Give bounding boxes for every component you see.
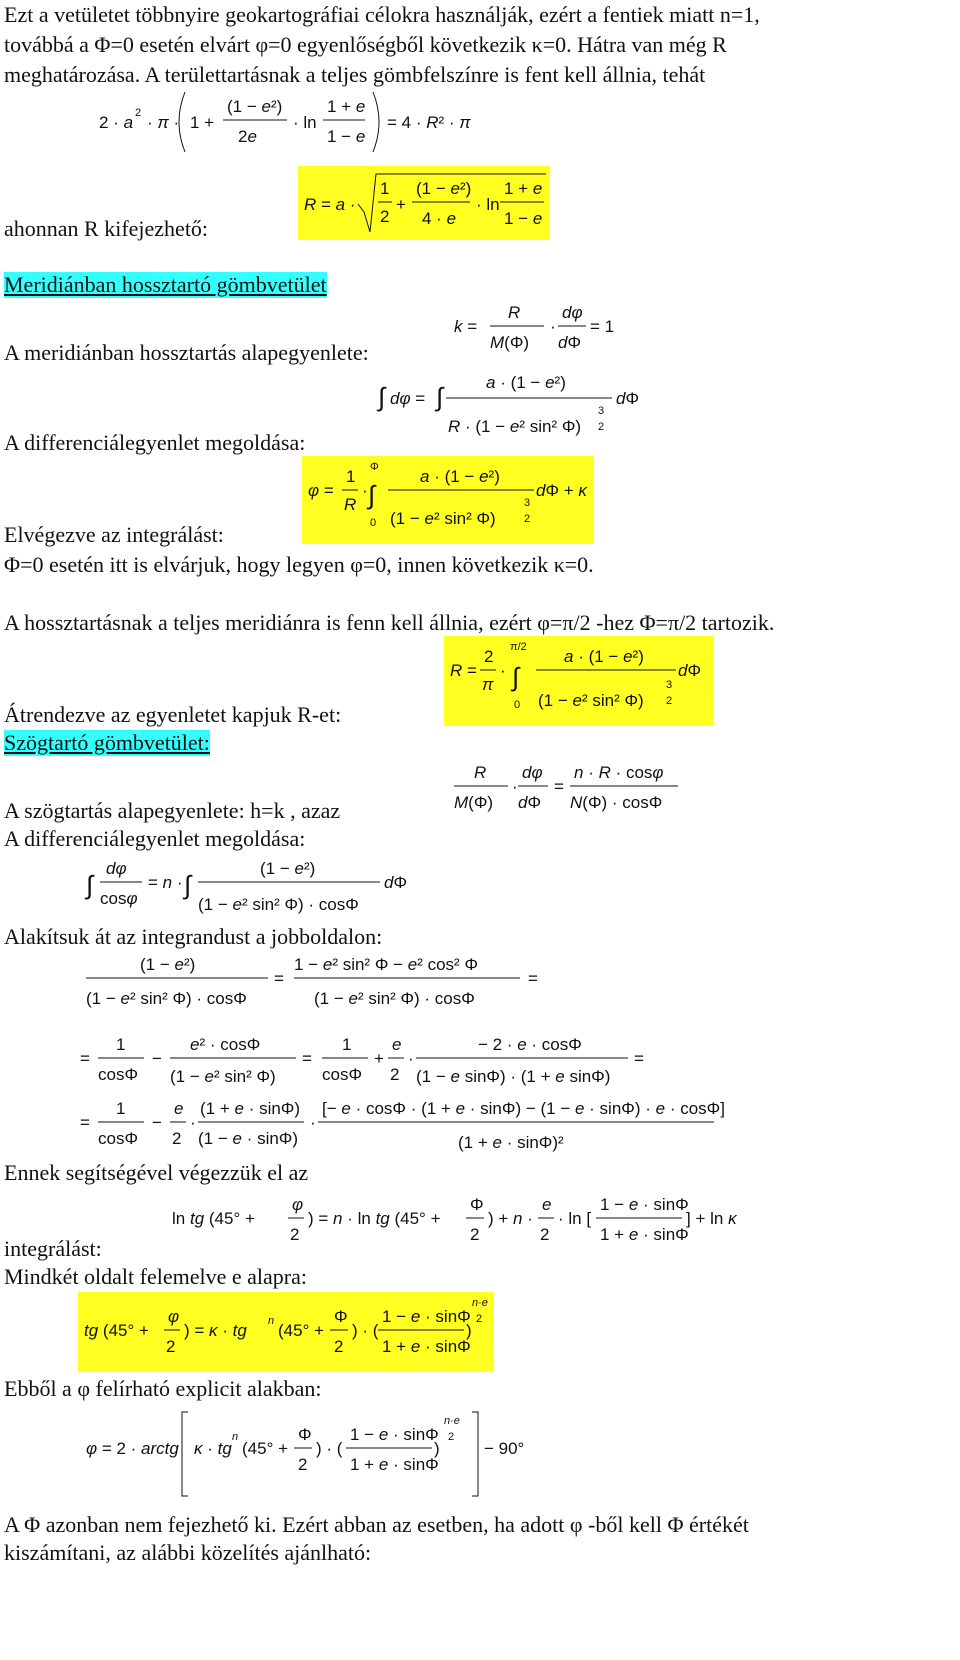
svg-text:2: 2 — [334, 1337, 344, 1356]
svg-text:·: · — [550, 317, 556, 336]
svg-text:): ) — [434, 1439, 440, 1458]
area-equation — [95, 88, 475, 156]
svg-text:R: R — [344, 495, 357, 514]
svg-text:2: 2 — [666, 695, 673, 707]
svg-text:R =: R = — [450, 661, 477, 680]
svg-text:(45° +: (45° + — [278, 1321, 325, 1340]
svg-text:2: 2 — [476, 1313, 483, 1325]
svg-text:Φ: Φ — [370, 461, 379, 473]
svg-text:+: + — [374, 1049, 384, 1068]
svg-text:(1 − e² sin² Φ): (1 − e² sin² Φ) — [538, 691, 644, 710]
svg-text:=: = — [302, 1049, 312, 1068]
svg-text:Φ: Φ — [334, 1307, 348, 1326]
svg-text:·: · — [190, 1113, 196, 1132]
svg-text:φ: φ — [168, 1307, 180, 1326]
svg-text:(1 − e²): (1 − e²) — [140, 955, 196, 974]
svg-text:·: · — [310, 1113, 316, 1132]
svg-text:1: 1 — [342, 1035, 352, 1054]
svg-text:tg (45° +: tg (45° + — [84, 1321, 149, 1340]
svg-text:·: · — [362, 481, 368, 500]
svg-text:2: 2 — [298, 1455, 308, 1474]
svg-text:=: = — [274, 969, 284, 988]
svg-text:dΦ: dΦ — [678, 661, 702, 680]
svg-text:= 4 · R² · π: = 4 · R² · π — [387, 113, 471, 132]
svg-text:(1 + e · sinΦ): (1 + e · sinΦ) — [200, 1099, 301, 1118]
conformal-help-label-1: Ennek segítségével végezzük el az — [4, 1160, 309, 1185]
meridian-phi0-line: Φ=0 esetén itt is elvárjuk, hogy legyen φ=0, innen következik κ=0. — [4, 552, 594, 577]
svg-text:−: − — [152, 1049, 162, 1068]
svg-text:2 · a: 2 · a — [99, 113, 134, 132]
svg-text:0: 0 — [514, 699, 521, 711]
svg-text:∫: ∫ — [436, 382, 444, 412]
svg-text:−: − — [152, 1113, 162, 1132]
svg-text:2e: 2e — [238, 127, 257, 146]
svg-text:N(Φ) · cosΦ: N(Φ) · cosΦ — [570, 793, 663, 812]
conformal-basic-equation — [452, 760, 682, 818]
svg-text:1 + e: 1 + e — [327, 97, 366, 116]
conformal-explicit-equation — [84, 1404, 554, 1504]
integrand-transform-line-3 — [78, 1092, 725, 1158]
meridian-full-line: A hossztartásnak a teljes meridiánra is fenn kell állnia, ezért φ=π/2 -hez Φ=π/2 tartozik. — [4, 610, 775, 635]
svg-text:ln tg (45° +: ln tg (45° + — [172, 1209, 255, 1228]
svg-text:2: 2 — [524, 513, 531, 525]
svg-text:cosΦ: cosΦ — [98, 1129, 139, 1148]
svg-text:+: + — [396, 195, 406, 214]
svg-text:∫: ∫ — [184, 870, 192, 900]
svg-text:dΦ: dΦ — [616, 389, 640, 408]
svg-text:R · (1 − e² sin² Φ): R · (1 − e² sin² Φ) — [448, 417, 582, 436]
svg-text:dΦ + κ: dΦ + κ — [536, 481, 587, 500]
svg-text:) · (: ) · ( — [352, 1321, 379, 1340]
intro-line-2: továbbá a Φ=0 esetén elvárt φ=0 egyenlőségből következik κ=0. Hátra van még R — [4, 32, 727, 57]
svg-text:2: 2 — [598, 421, 605, 433]
svg-text:dφ: dφ — [106, 859, 127, 878]
integrand-transform-line-2 — [78, 1030, 658, 1094]
svg-text:· ln [: · ln [ — [558, 1209, 592, 1228]
svg-text:· ln: · ln — [293, 113, 317, 132]
svg-text:e² · cosΦ: e² · cosΦ — [190, 1035, 261, 1054]
conformal-final-line-2: kiszámítani, az alábbi közelítés ajánlható: — [4, 1540, 372, 1565]
svg-text:): ) — [466, 1321, 472, 1340]
svg-text:(1 − e² sin² Φ): (1 − e² sin² Φ) — [170, 1067, 276, 1086]
svg-text:cosΦ: cosΦ — [322, 1065, 363, 1084]
r-expression-equation — [298, 166, 550, 240]
svg-text:= 1: = 1 — [590, 317, 615, 336]
meridian-integral-equation — [376, 366, 656, 446]
svg-text:(45° +: (45° + — [242, 1439, 289, 1458]
intro-line-3: meghatározása. A területtartásnak a teljes gömbfelszínre is fent kell állnia, tehát — [4, 62, 706, 87]
svg-text:M(Φ): M(Φ) — [490, 333, 530, 352]
svg-text:2: 2 — [166, 1337, 176, 1356]
svg-text:R: R — [508, 303, 521, 322]
svg-text:2: 2 — [540, 1225, 550, 1244]
svg-text:2: 2 — [290, 1225, 300, 1244]
svg-text:dφ: dφ — [522, 763, 543, 782]
meridian-basic-equation — [452, 300, 622, 360]
svg-text:1 + e: 1 + e — [504, 179, 543, 198]
conformal-log-equation — [170, 1190, 740, 1252]
svg-text:1: 1 — [116, 1035, 126, 1054]
svg-text:a · (1 − e²): a · (1 − e²) — [420, 467, 500, 486]
svg-text:k =: k = — [454, 317, 478, 336]
svg-text:(1 − e² sin² Φ) · cosΦ: (1 − e² sin² Φ) · cosΦ — [314, 989, 475, 1008]
conformal-help-label-2: integrálást: — [4, 1236, 102, 1261]
svg-text:a · (1 − e²): a · (1 − e²) — [486, 373, 566, 392]
svg-text:) = n · ln tg (45° +: ) = n · ln tg (45° + — [308, 1209, 441, 1228]
conformal-explicit-label: Ebből a φ felírható explicit alakban: — [4, 1376, 322, 1401]
conformal-integral-equation — [84, 852, 424, 924]
svg-text:4 · e: 4 · e — [422, 209, 457, 228]
svg-text:=: = — [528, 969, 538, 988]
svg-text:κ · tg: κ · tg — [194, 1439, 232, 1458]
meridian-r-equation — [444, 636, 714, 726]
svg-text:2: 2 — [484, 647, 494, 666]
svg-text:1 + e · sinΦ: 1 + e · sinΦ — [600, 1225, 689, 1244]
conformal-transform-label: Alakítsuk át az integrandust a jobboldalon: — [4, 924, 383, 949]
svg-text:(1 + e · sinΦ)²: (1 + e · sinΦ)² — [458, 1133, 564, 1152]
svg-text:1 − e · sinΦ: 1 − e · sinΦ — [350, 1425, 439, 1444]
svg-text:=: = — [80, 1113, 90, 1132]
svg-text:a · (1 − e²): a · (1 − e²) — [564, 647, 644, 666]
svg-text:e: e — [174, 1099, 184, 1118]
svg-text:=: = — [634, 1049, 644, 1068]
svg-text:3: 3 — [666, 679, 673, 691]
svg-text:M(Φ): M(Φ) — [454, 793, 494, 812]
svg-text:π/2: π/2 — [510, 641, 527, 653]
svg-text:dΦ: dΦ — [518, 793, 542, 812]
svg-text:∫: ∫ — [368, 480, 376, 510]
svg-text:1 − e · sinΦ: 1 − e · sinΦ — [382, 1307, 471, 1326]
meridian-solution-equation — [302, 456, 594, 544]
svg-text:(1 − e²): (1 − e²) — [227, 97, 283, 116]
svg-text:n: n — [268, 1315, 275, 1327]
conformal-basic-eq-label: A szögtartás alapegyenlete: h=k , azaz — [4, 798, 341, 823]
svg-text:2: 2 — [448, 1431, 455, 1443]
svg-text:R = a ·: R = a · — [304, 195, 356, 214]
svg-text:1 − e · sinΦ: 1 − e · sinΦ — [600, 1195, 689, 1214]
meridian-rearrange-label: Átrendezve az egyenletet kapjuk R-et: — [4, 702, 342, 727]
svg-text:− 2 · e · cosΦ: − 2 · e · cosΦ — [478, 1035, 582, 1054]
svg-text:1 + e · sinΦ: 1 + e · sinΦ — [382, 1337, 471, 1356]
svg-text:=: = — [80, 1049, 90, 1068]
svg-text:n: n — [232, 1431, 239, 1443]
svg-text:(1 − e² sin² Φ): (1 − e² sin² Φ) — [390, 509, 496, 528]
intro-line-1: Ezt a vetületet többnyire geokartográfiai célokra használják, ezért a fentiek miatt n=1, — [4, 2, 760, 27]
svg-text:n · R · cosφ: n · R · cosφ — [574, 763, 664, 782]
section-heading-conformal[interactable]: Szögtartó gömbvetület: — [4, 730, 210, 755]
svg-text:dΦ: dΦ — [558, 333, 582, 352]
svg-text:=: = — [554, 777, 564, 796]
svg-text:) · (: ) · ( — [316, 1439, 343, 1458]
integrand-transform-line-1 — [84, 948, 564, 1014]
svg-text:] + ln κ: ] + ln κ — [686, 1209, 737, 1228]
svg-text:(1 − e²): (1 − e²) — [416, 179, 472, 198]
svg-text:(1 − e²): (1 − e²) — [260, 859, 316, 878]
svg-text:n·e: n·e — [444, 1415, 460, 1427]
svg-text:φ = 2 · arctg: φ = 2 · arctg — [86, 1439, 179, 1458]
svg-text:n·e: n·e — [472, 1297, 488, 1309]
conformal-raise-label: Mindkét oldalt felemelve e alapra: — [4, 1264, 307, 1289]
svg-text:2: 2 — [135, 107, 142, 119]
svg-text:[− e · cosΦ · (1 + e · sinΦ) −: [− e · cosΦ · (1 + e · sinΦ) − (1 − e · sinΦ) · e · cosΦ] — [322, 1099, 725, 1118]
svg-text:− 90°: − 90° — [484, 1439, 525, 1458]
svg-text:3: 3 — [598, 405, 605, 417]
svg-text:·: · — [512, 777, 518, 796]
svg-text:1 − e: 1 − e — [327, 127, 366, 146]
section-heading-meridian[interactable]: Meridiánban hossztartó gömbvetület — [4, 272, 327, 297]
svg-text:R: R — [474, 763, 487, 782]
svg-text:dφ: dφ — [562, 303, 583, 322]
svg-text:π: π — [482, 675, 494, 694]
svg-text:· π ·: · π · — [147, 113, 180, 132]
svg-text:dΦ: dΦ — [384, 873, 408, 892]
conformal-final-line-1: A Φ azonban nem fejezhető ki. Ezért abban az esetben, ha adott φ -ből kell Φ értékét — [4, 1512, 749, 1537]
meridian-diff-label: A differenciálegyenlet megoldása: — [4, 430, 306, 455]
svg-text:1: 1 — [346, 467, 356, 486]
svg-text:φ: φ — [292, 1195, 304, 1214]
svg-text:e: e — [392, 1035, 402, 1054]
svg-text:) = κ · tg: ) = κ · tg — [184, 1321, 247, 1340]
svg-text:(1 − e² sin² Φ) · cosΦ: (1 − e² sin² Φ) · cosΦ — [86, 989, 247, 1008]
svg-text:2: 2 — [470, 1225, 480, 1244]
conformal-tg-equation — [78, 1292, 494, 1372]
svg-text:1 − e² sin² Φ − e² cos² Φ: 1 − e² sin² Φ − e² cos² Φ — [294, 955, 479, 974]
meridian-integrate-label: Elvégezve az integrálást: — [4, 522, 224, 547]
svg-text:∫: ∫ — [86, 870, 94, 900]
svg-text:∫: ∫ — [378, 382, 386, 412]
svg-text:φ =: φ = — [308, 481, 334, 500]
svg-text:) + n ·: ) + n · — [488, 1209, 533, 1228]
svg-text:0: 0 — [370, 517, 377, 529]
svg-text:1: 1 — [380, 179, 390, 198]
meridian-basic-eq-label: A meridiánban hossztartás alapegyenlete: — [4, 340, 369, 365]
svg-text:= n ·: = n · — [148, 873, 183, 892]
svg-text:Φ: Φ — [298, 1425, 312, 1444]
svg-text:(1 − e sinΦ) · (1 + e sinΦ): (1 − e sinΦ) · (1 + e sinΦ) — [416, 1067, 611, 1086]
svg-text:1 + e · sinΦ: 1 + e · sinΦ — [350, 1455, 439, 1474]
svg-text:1 +: 1 + — [190, 113, 215, 132]
svg-text:1 − e: 1 − e — [504, 209, 543, 228]
svg-text:2: 2 — [390, 1065, 400, 1084]
svg-text:∫: ∫ — [512, 662, 520, 692]
svg-text:Φ: Φ — [470, 1195, 484, 1214]
svg-text:1: 1 — [116, 1099, 126, 1118]
svg-text:dφ =: dφ = — [390, 389, 426, 408]
svg-text:2: 2 — [172, 1129, 182, 1148]
svg-text:(1 − e² sin² Φ) · cosΦ: (1 − e² sin² Φ) · cosΦ — [198, 895, 359, 914]
svg-text:(1 − e · sinΦ): (1 − e · sinΦ) — [198, 1129, 299, 1148]
svg-text:cosΦ: cosΦ — [98, 1065, 139, 1084]
r-expression-label: ahonnan R kifejezhető: — [4, 216, 209, 241]
svg-text:· ln: · ln — [476, 195, 500, 214]
svg-text:·: · — [500, 661, 506, 680]
svg-text:3: 3 — [524, 497, 531, 509]
svg-text:2: 2 — [380, 207, 390, 226]
svg-text:·: · — [408, 1049, 414, 1068]
svg-text:e: e — [542, 1195, 552, 1214]
conformal-diff-label: A differenciálegyenlet megoldása: — [4, 826, 306, 851]
svg-text:cosφ: cosφ — [100, 889, 138, 908]
